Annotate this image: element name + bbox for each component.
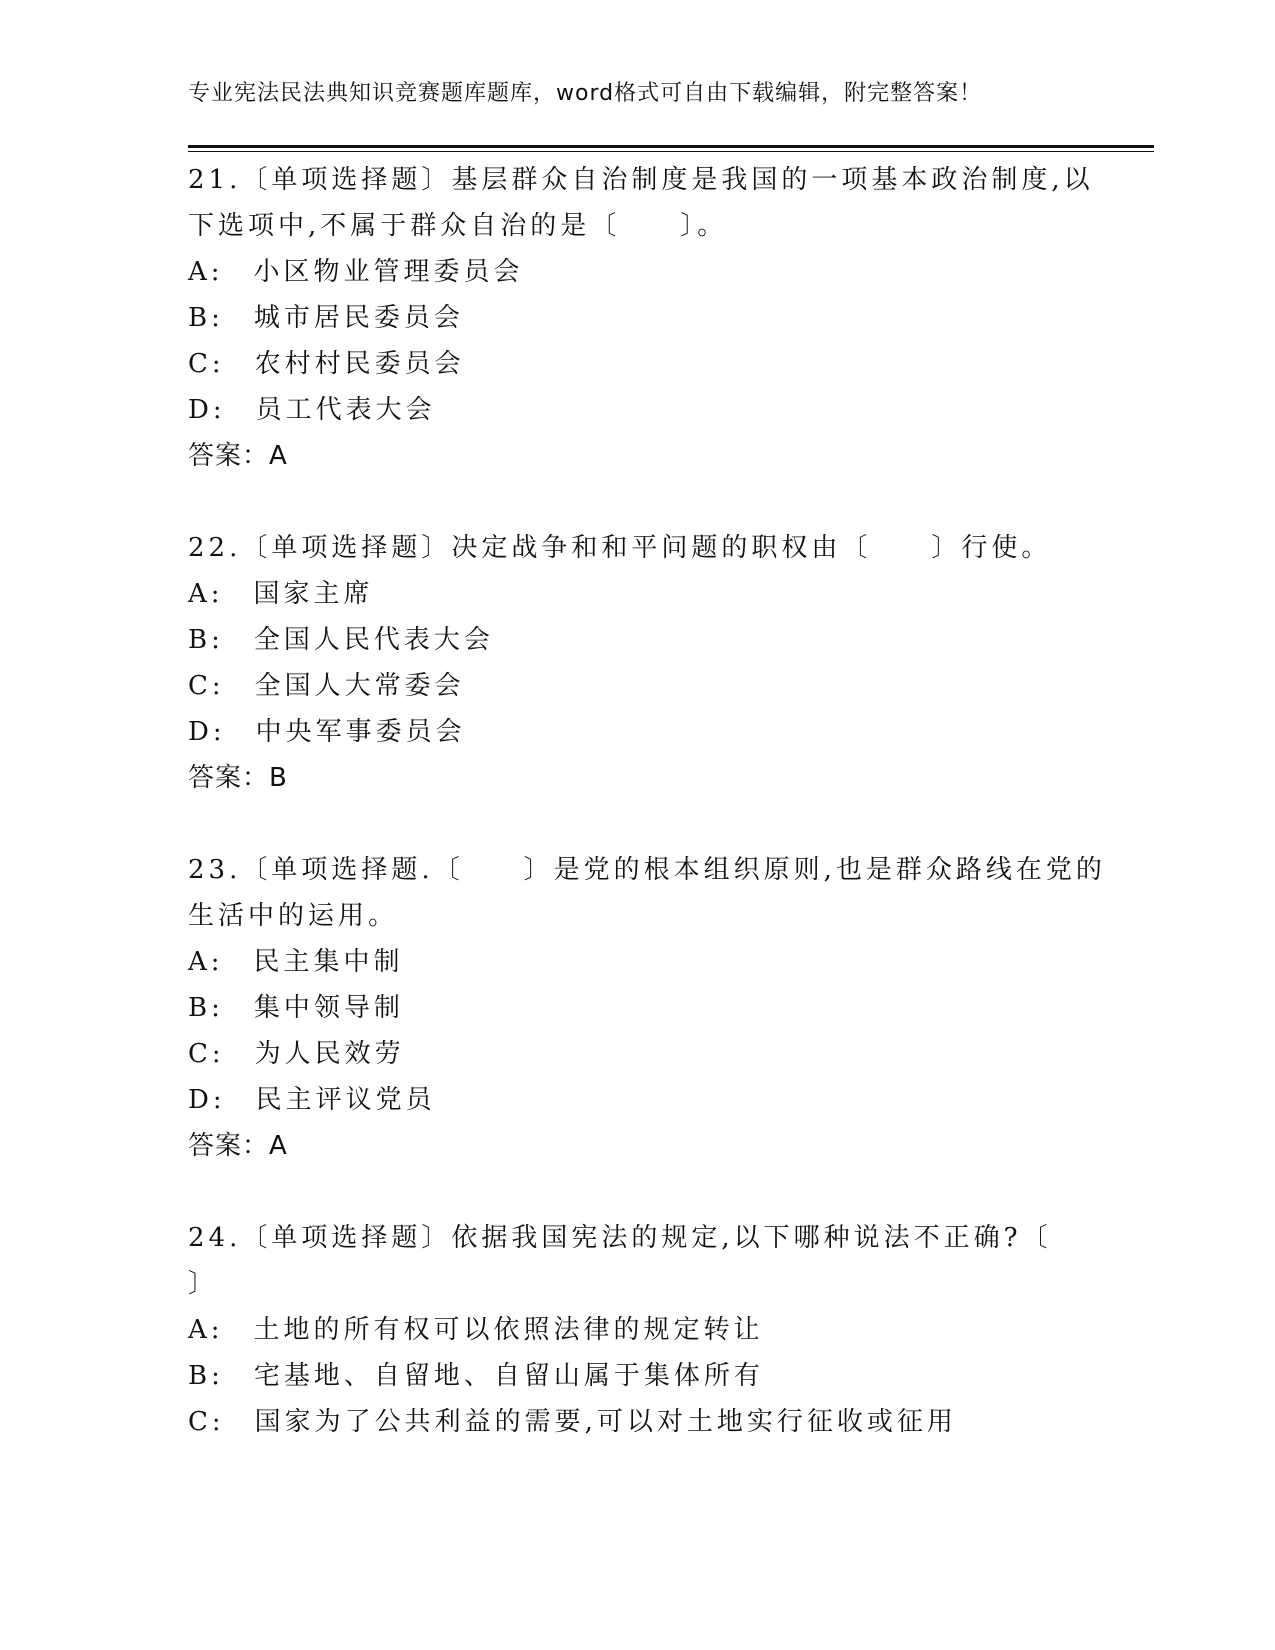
question-spacer: [188, 479, 1068, 525]
header-rule-thick: [188, 145, 1154, 148]
question-24: [188, 1215, 1068, 1445]
question-spacer: [188, 801, 1068, 847]
option-a: A: 土地的所有权可以依照法律的规定转让: [188, 1315, 764, 1345]
option-d: D: 民主评议党员: [188, 1085, 436, 1115]
option-a: A: 小区物业管理委员会: [188, 257, 524, 287]
option-a: A: 国家主席: [188, 579, 374, 609]
option-b: B: 全国人民代表大会: [188, 625, 494, 655]
option-c: C: 国家为了公共利益的需要,可以对土地实行征收或征用: [188, 1407, 957, 1437]
option-b: B: 宅基地、自留地、自留山属于集体所有: [188, 1361, 764, 1391]
option-c: C: 全国人大常委会: [188, 671, 465, 701]
option-b: B: 集中领导制: [188, 993, 404, 1023]
option-b: B: 城市居民委员会: [188, 303, 464, 333]
question-stem-line: 下选项中,不属于群众自治的是〔 〕。: [188, 211, 728, 241]
option-d: D: 员工代表大会: [188, 395, 436, 425]
question-stem-line: 23.〔单项选择题.〔 〕是党的根本组织原则,也是群众路线在党的: [188, 855, 1106, 885]
question-stem-line: 21.〔单项选择题〕基层群众自治制度是我国的一项基本政治制度,以: [188, 165, 1094, 195]
question-stem-line: 24.〔单项选择题〕依据我国宪法的规定,以下哪种说法不正确?〔: [188, 1223, 1052, 1253]
option-c: C: 为人民效劳: [188, 1039, 405, 1069]
question-22: [188, 525, 1068, 801]
question-spacer: [188, 1169, 1068, 1215]
question-23: [188, 847, 1106, 1169]
option-a: A: 民主集中制: [188, 947, 404, 977]
answer-line: 答案：A: [188, 1131, 288, 1161]
answer-line: 答案：B: [188, 763, 288, 793]
question-21: [188, 157, 1094, 479]
question-stem-line: 22.〔单项选择题〕决定战争和和平问题的职权由〔 〕行使。: [188, 533, 1052, 563]
answer-line: 答案：A: [188, 441, 288, 471]
question-stem-line: 〕: [188, 1269, 219, 1299]
question-list: [188, 157, 1106, 1445]
question-stem-line: 生活中的运用。: [188, 901, 399, 931]
option-d: D: 中央军事委员会: [188, 717, 466, 747]
document-header: 专业宪法民法典知识竞赛题库题库，word格式可自由下载编辑，附完整答案！: [188, 81, 983, 106]
header-rule-thin: [188, 151, 1154, 152]
option-c: C: 农村村民委员会: [188, 349, 465, 379]
